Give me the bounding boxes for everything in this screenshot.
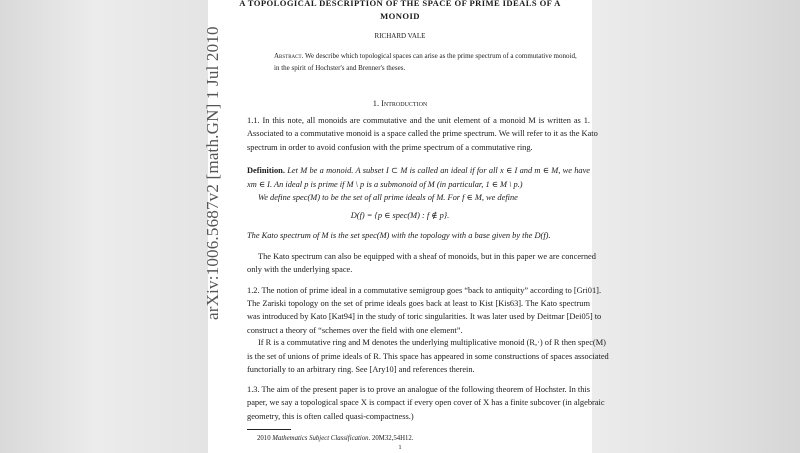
section-heading: 1. Introduction bbox=[372, 99, 428, 108]
text-line: geometry, this is often called quasi-compactness.) bbox=[247, 412, 414, 421]
footnote-rule bbox=[247, 429, 291, 430]
text-line: The Kato spectrum can also be equipped with a sheaf of monoids, but in this paper we are concerned bbox=[258, 252, 596, 261]
page-number: 1 bbox=[398, 444, 402, 451]
text-line: 1.1. In this note, all monoids are commutative and the unit element of a monoid M is written as 1. bbox=[247, 116, 590, 125]
text-line: spectrum in order to avoid confusion with the prime spectrum of a commutative ring. bbox=[247, 143, 533, 152]
arxiv-stamp: arXiv:1006.5687v2 [math.GN] 1 Jul 2010 bbox=[203, 26, 222, 320]
author: RICHARD VALE bbox=[374, 32, 426, 40]
text-line: 1.2. The notion of prime ideal in a commutative semigroup goes “back to antiquity” according to [Gri01]. bbox=[247, 286, 602, 295]
text-line: functorially to an arbitrary ring. See [Ary10] and references therein. bbox=[247, 365, 475, 374]
footnote-codes: 20M32,54H12. bbox=[371, 435, 414, 442]
paper-title-line2: MONOID bbox=[380, 11, 420, 21]
formula: D(f) = {p ∈ spec(M) : f ∉ p}. bbox=[350, 211, 450, 220]
text-line: only with the underlying space. bbox=[247, 265, 353, 274]
definition-line1 bbox=[247, 166, 590, 176]
definition-line2: xm ∈ I. An ideal p is prime if M \ p is a submonoid of M (in particular, 1 ∈ M \ p.) bbox=[247, 180, 523, 189]
text-line: paper, we say a topological space X is compact if every open cover of X has a finite subcover (in algebraic bbox=[247, 398, 605, 407]
text-line: was introduced by Kato [Kat94] in the study of toric singularities. It was later used by Deitmar [Dei05] to bbox=[247, 312, 602, 321]
definition-text: Let M be a monoid. A subset I ⊂ M is called an ideal if for all x ∈ I and m ∈ M, we have bbox=[287, 166, 590, 175]
abstract-line1 bbox=[274, 51, 577, 61]
text-line: is the set of unions of prime ideals of R. This space has appeared in some constructions of spaces associated bbox=[247, 352, 609, 361]
text-line: If R is a commutative ring and M denotes the underlying multiplicative monoid (R,·) of R then spec(M) bbox=[258, 338, 606, 347]
footnote-label: Mathematics Subject Classification. bbox=[272, 435, 371, 442]
definition-line3: We define spec(M) to be the set of all prime ideals of M. For f ∈ M, we define bbox=[258, 193, 518, 202]
definition-line4: The Kato spectrum of M is the set spec(M) with the topology with a base given by the D(f). bbox=[247, 231, 551, 240]
text-line: The Zariski topology on the set of prime ideals goes back at least to Kist [Kis63]. The Kato spectrum bbox=[247, 299, 590, 308]
text-line: 1.3. The aim of the present paper is to prove an analogue of the following theorem of Hochster. In this bbox=[247, 385, 590, 394]
abstract-label: Abstract. bbox=[274, 52, 304, 60]
footnote-year: 2010 bbox=[257, 435, 271, 442]
abstract-line2: in the spirit of Hochster's and Brenner's theses. bbox=[274, 64, 406, 72]
abstract-text1: We describe which topological spaces can arise as the prime spectrum of a commutative monoid, bbox=[304, 52, 577, 60]
text-line: Associated to a commutative monoid is a space called the prime spectrum. We will refer to it as the Kato bbox=[247, 129, 598, 138]
paper-title-line1: A TOPOLOGICAL DESCRIPTION OF THE SPACE OF PRIME IDEALS OF A bbox=[239, 0, 561, 8]
text-line: construct a theory of “schemes over the field with one element”. bbox=[247, 326, 463, 335]
definition-label: Definition. bbox=[247, 166, 285, 175]
